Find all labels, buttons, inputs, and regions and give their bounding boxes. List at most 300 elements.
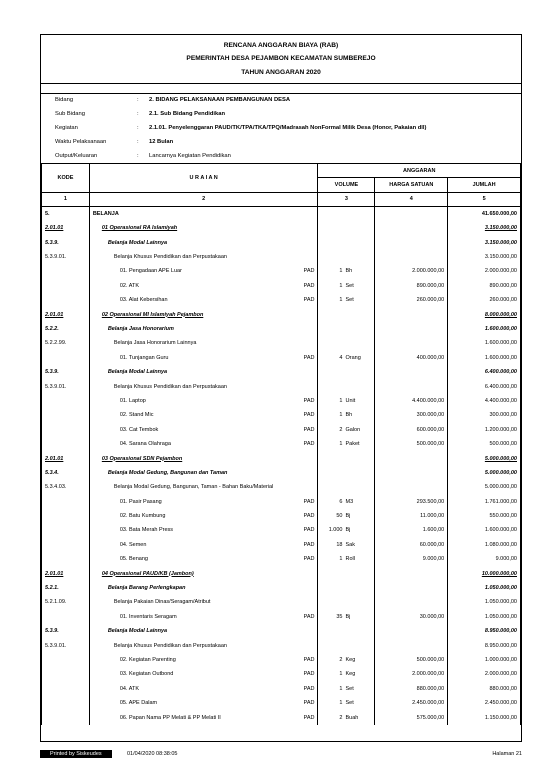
table-row [42,509,521,523]
cell-kode: 5.3.9.01. [42,638,90,652]
cell-uraian [89,423,318,437]
volume-unit: Unit [345,397,356,404]
cell-volume [318,638,375,652]
item-name: 02. Kegiatan Parenting [119,656,176,663]
cell-uraian [89,279,318,293]
table-row [42,221,521,235]
cell-volume [318,595,375,609]
cell-kode: 5. [42,207,90,221]
cell-harga-satuan: 11.000,00 [375,509,448,523]
item-name: 01. Pengadaan APE Luar [119,268,182,275]
cell-harga-satuan: 600.000,00 [375,423,448,437]
volume-unit: Keg [345,671,356,678]
table-row [42,538,521,552]
volume-qty: 1 [339,556,343,563]
cell-harga-satuan: 2.000.000,00 [375,667,448,681]
cell-harga-satuan: 2.450.000,00 [375,696,448,710]
cell-uraian: Belanja Pakaian Dinas/Seragam/Atribut [89,595,318,609]
table-row [42,523,521,537]
volume-unit: M3 [345,498,354,505]
info-label: Kegiatan [55,125,78,131]
cell-kode [42,610,90,624]
cell-volume [318,221,375,235]
cell-jumlah: 300.000,00 [448,408,521,422]
info-value: 2.1.01. Penyelenggaran PAUD/TK/TPA/TKA/TPQ/Madrasah NonFormal Milik Desa (Honor, Pakaian dll) [149,125,427,131]
cell-volume [318,653,375,667]
cell-harga-satuan: 575.000,00 [375,710,448,724]
cell-kode: 5.2.1. [42,581,90,595]
cell-uraian [89,394,318,408]
funding-source: PAD [303,354,315,361]
info-colon: : [137,111,139,117]
cell-volume [318,336,375,350]
cell-uraian [89,293,318,307]
cell-harga-satuan: 500.000,00 [375,437,448,451]
item-name: 01. Inventaris Seragam [119,613,177,620]
cell-kode [42,423,90,437]
cell-uraian: 04 Operasional PAUD/KB (Jambon) [89,566,318,580]
print-timestamp: 01/04/2020 08:38:05 [127,751,178,757]
cell-jumlah: 4.400.000,00 [448,394,521,408]
cell-harga-satuan: 9.000,00 [375,552,448,566]
cell-harga-satuan: 890.000,00 [375,279,448,293]
volume-unit: Buah [345,714,359,721]
cell-volume [318,509,375,523]
col-volume: VOLUME [318,178,375,192]
funding-source: PAD [303,527,315,534]
volume-unit: Bj [345,513,351,520]
table-row [42,207,521,221]
item-name: 04. Sarana Olahraga [119,441,171,448]
item-name: 03. Alat Kebersihan [119,297,168,304]
cell-jumlah: 1.600.000,00 [448,351,521,365]
cell-kode [42,552,90,566]
cell-harga-satuan [375,581,448,595]
table-row [42,408,521,422]
rab-table [41,163,521,725]
cell-uraian: Belanja Khusus Pendidikan dan Perpustakaan [89,638,318,652]
item-name: 03. Cat Tembok [119,426,159,433]
volume-qty: 2 [339,714,343,721]
cell-jumlah: 10.000.000,00 [448,566,521,580]
cell-harga-satuan [375,480,448,494]
funding-source: PAD [303,513,315,520]
funding-source: PAD [303,412,315,419]
table-row [42,351,521,365]
cell-uraian: 01 Operasional RA Islamiyah [89,221,318,235]
cell-volume [318,293,375,307]
cell-volume [318,250,375,264]
cell-volume [318,566,375,580]
cell-jumlah: 9.000,00 [448,552,521,566]
table-row [42,682,521,696]
volume-qty: 6 [339,498,343,505]
cell-volume [318,365,375,379]
table-row [42,394,521,408]
item-name: 06. Papan Nama PP Melati & PP Melati II [119,714,221,721]
cell-kode [42,264,90,278]
cell-volume [318,696,375,710]
cell-kode: 5.3.4.03. [42,480,90,494]
cell-uraian [89,538,318,552]
item-name: 05. Benang [119,556,148,563]
cell-uraian [89,523,318,537]
funding-source: PAD [303,613,315,620]
cell-volume [318,408,375,422]
info-colon: : [137,139,139,145]
funding-source: PAD [303,656,315,663]
info-label: Output/Keluaran [55,153,98,159]
cell-harga-satuan: 1.600,00 [375,523,448,537]
funding-source: PAD [303,426,315,433]
funding-source: PAD [303,268,315,275]
info-value: 12 Bulan [149,139,174,145]
cell-harga-satuan: 293.500,00 [375,494,448,508]
table-row [42,494,521,508]
cell-volume [318,710,375,724]
cell-jumlah: 3.150.000,00 [448,221,521,235]
volume-unit: Set [345,282,354,289]
cell-uraian [89,264,318,278]
cell-harga-satuan [375,365,448,379]
cell-uraian [89,667,318,681]
cell-kode: 5.2.2. [42,322,90,336]
cell-harga-satuan [375,638,448,652]
table-row [42,610,521,624]
cell-jumlah: 260.000,00 [448,293,521,307]
cell-volume [318,279,375,293]
volume-qty: 1 [339,700,343,707]
cell-kode: 5.3.9. [42,624,90,638]
volume-unit: Bj [345,613,351,620]
divider [41,83,521,84]
cell-harga-satuan [375,207,448,221]
table-row [42,581,521,595]
volume-qty: 1 [339,685,343,692]
cell-harga-satuan: 500.000,00 [375,653,448,667]
volume-qty: 1 [339,268,343,275]
table-row [42,264,521,278]
cell-jumlah: 6.400.000,00 [448,365,521,379]
info-value: 2.1. Sub Bidang Pendidikan [149,111,226,117]
funding-source: PAD [303,282,315,289]
cell-kode [42,523,90,537]
cell-kode: 5.3.4. [42,466,90,480]
cell-jumlah: 3.150.000,00 [448,235,521,249]
cell-jumlah: 8.000.000,00 [448,307,521,321]
cell-volume [318,423,375,437]
cell-uraian: Belanja Khusus Pendidikan dan Perpustakaan [89,379,318,393]
funding-source: PAD [303,297,315,304]
cell-kode [42,509,90,523]
cell-harga-satuan [375,624,448,638]
funding-source: PAD [303,556,315,563]
page-number: Halaman 21 [492,751,522,757]
cell-uraian [89,408,318,422]
table-row [42,710,521,724]
col-kode: KODE [42,164,90,193]
cell-kode: 2.01.01 [42,566,90,580]
cell-jumlah: 5.000.000,00 [448,480,521,494]
volume-unit: Set [345,297,354,304]
info-colon: : [137,125,139,131]
cell-jumlah: 6.400.000,00 [448,379,521,393]
col-harga-satuan: HARGA SATUAN [375,178,448,192]
cell-harga-satuan [375,235,448,249]
divider [41,93,521,94]
cell-jumlah: 1.050.000,00 [448,581,521,595]
cell-volume [318,264,375,278]
cell-uraian: BELANJA [89,207,318,221]
cell-harga-satuan [375,221,448,235]
doc-title: RENCANA ANGGARAN BIAYA (RAB) [223,42,339,49]
cell-uraian [89,696,318,710]
cell-jumlah: 1.761.000,00 [448,494,521,508]
cell-volume [318,624,375,638]
cell-jumlah: 500.000,00 [448,437,521,451]
cell-kode [42,538,90,552]
cell-uraian: Belanja Barang Perlengkapan [89,581,318,595]
cell-uraian [89,710,318,724]
volume-unit: Roll [345,556,355,563]
table-row [42,437,521,451]
cell-harga-satuan: 300.000,00 [375,408,448,422]
item-name: 04. ATK [119,685,139,692]
doc-year: TAHUN ANGGARAN 2020 [241,69,321,76]
table-row [42,566,521,580]
table-row [42,638,521,652]
table-row [42,451,521,465]
col-jumlah: JUMLAH [448,178,521,192]
item-name: 01. Pasir Pasang [119,498,162,505]
cell-kode [42,351,90,365]
cell-uraian: Belanja Jasa Honorarium Lainnya [89,336,318,350]
cell-kode: 5.3.9.01. [42,250,90,264]
cell-uraian [89,437,318,451]
col-number: 5 [448,192,521,206]
item-name: 02. ATK [119,282,139,289]
info-label: Bidang [55,97,74,103]
cell-kode: 2.01.01 [42,221,90,235]
cell-harga-satuan [375,336,448,350]
col-number: 2 [89,192,318,206]
printed-by-badge: Printed by Siskeudes [40,750,112,758]
volume-unit: Orang [345,354,361,361]
volume-unit: Set [345,685,354,692]
volume-qty: 1 [339,297,343,304]
info-colon: : [137,153,139,159]
funding-source: PAD [303,498,315,505]
cell-kode: 5.2.2.99. [42,336,90,350]
cell-uraian [89,552,318,566]
cell-volume [318,610,375,624]
funding-source: PAD [303,671,315,678]
cell-jumlah: 1.150.000,00 [448,710,521,724]
cell-uraian: Belanja Modal Lainnya [89,235,318,249]
item-name: 03. Kegiatan Outbond [119,671,174,678]
cell-jumlah: 5.000.000,00 [448,451,521,465]
volume-unit: Paket [345,441,360,448]
cell-volume [318,538,375,552]
cell-harga-satuan: 880.000,00 [375,682,448,696]
cell-kode [42,667,90,681]
table-row [42,696,521,710]
cell-harga-satuan [375,322,448,336]
cell-volume [318,235,375,249]
page-footer [40,750,522,760]
volume-qty: 2 [339,656,343,663]
info-value: Lancarnya Kegiatan Pendidikan [149,153,231,159]
item-name: 02. Batu Kumbung [119,513,166,520]
cell-jumlah: 2.000.000,00 [448,264,521,278]
cell-harga-satuan [375,595,448,609]
volume-qty: 35 [336,613,343,620]
table-row [42,423,521,437]
cell-harga-satuan: 2.000.000,00 [375,264,448,278]
cell-volume [318,523,375,537]
cell-uraian [89,351,318,365]
table-row [42,235,521,249]
volume-qty: 2 [339,426,343,433]
table-row [42,466,521,480]
cell-harga-satuan [375,466,448,480]
cell-volume [318,466,375,480]
table-row [42,595,521,609]
cell-harga-satuan [375,379,448,393]
volume-unit: Bh [345,268,353,275]
volume-qty: 1.000 [328,527,343,534]
cell-volume [318,437,375,451]
funding-source: PAD [303,714,315,721]
cell-kode: 5.2.1.09. [42,595,90,609]
col-number: 3 [318,192,375,206]
info-value: 2. BIDANG PELAKSANAAN PEMBANGUNAN DESA [149,97,291,103]
cell-jumlah: 1.080.000,00 [448,538,521,552]
cell-jumlah: 8.950.000,00 [448,624,521,638]
col-number: 1 [42,192,90,206]
cell-harga-satuan: 60.000,00 [375,538,448,552]
cell-jumlah: 1.050.000,00 [448,595,521,609]
table-row [42,250,521,264]
document-frame [40,34,522,742]
cell-volume [318,480,375,494]
table-row [42,379,521,393]
cell-harga-satuan [375,307,448,321]
item-name: 01. Laptop [119,397,146,404]
cell-uraian [89,509,318,523]
table-row [42,293,521,307]
volume-qty: 50 [336,513,343,520]
volume-qty: 1 [339,282,343,289]
funding-source: PAD [303,441,315,448]
funding-source: PAD [303,700,315,707]
col-uraian: U R A I A N [89,164,318,193]
col-number: 4 [375,192,448,206]
cell-kode [42,437,90,451]
volume-qty: 1 [339,412,343,419]
cell-volume [318,307,375,321]
cell-jumlah: 550.000,00 [448,509,521,523]
volume-unit: Set [345,700,354,707]
table-row [42,322,521,336]
table-row [42,653,521,667]
cell-volume [318,581,375,595]
cell-jumlah: 880.000,00 [448,682,521,696]
cell-uraian [89,610,318,624]
cell-jumlah: 3.150.000,00 [448,250,521,264]
cell-kode [42,394,90,408]
info-label: Waktu Pelaksanaan [55,139,107,145]
cell-harga-satuan: 400.000,00 [375,351,448,365]
cell-volume [318,667,375,681]
cell-kode: 5.3.9.01. [42,379,90,393]
volume-qty: 1 [339,441,343,448]
table-row [42,624,521,638]
cell-volume [318,351,375,365]
cell-kode: 2.01.01 [42,451,90,465]
volume-unit: Sak [345,541,355,548]
cell-kode [42,653,90,667]
cell-volume [318,552,375,566]
cell-kode [42,682,90,696]
item-name: 05. APE Dalam [119,700,158,707]
volume-qty: 18 [336,541,343,548]
cell-harga-satuan [375,566,448,580]
table-row [42,365,521,379]
info-label: Sub Bidang [55,111,85,117]
item-name: 04. Semen [119,541,147,548]
cell-volume [318,682,375,696]
cell-volume [318,207,375,221]
volume-qty: 1 [339,671,343,678]
funding-source: PAD [303,541,315,548]
cell-kode [42,710,90,724]
cell-kode [42,408,90,422]
cell-harga-satuan [375,250,448,264]
cell-kode [42,494,90,508]
volume-unit: Bh [345,412,353,419]
cell-jumlah: 890.000,00 [448,279,521,293]
cell-volume [318,394,375,408]
cell-kode: 5.3.9. [42,235,90,249]
cell-kode [42,696,90,710]
cell-jumlah: 2.000.000,00 [448,667,521,681]
cell-uraian: Belanja Khusus Pendidikan dan Perpustakaan [89,250,318,264]
item-name: 02. Stand Mic [119,412,154,419]
item-name: 01. Tunjangan Guru [119,354,169,361]
cell-uraian [89,682,318,696]
cell-kode: 2.01.01 [42,307,90,321]
table-row [42,279,521,293]
table-row [42,667,521,681]
cell-kode [42,279,90,293]
funding-source: PAD [303,397,315,404]
table-row [42,552,521,566]
cell-jumlah: 2.450.000,00 [448,696,521,710]
cell-jumlah: 1.050.000,00 [448,610,521,624]
cell-kode: 5.3.9. [42,365,90,379]
volume-qty: 1 [339,397,343,404]
volume-qty: 4 [339,354,343,361]
cell-uraian: 03 Operasional SDN Pejambon [89,451,318,465]
cell-volume [318,451,375,465]
cell-uraian [89,653,318,667]
funding-source: PAD [303,685,315,692]
cell-uraian [89,494,318,508]
doc-subtitle: PEMERINTAH DESA PEJAMBON KECAMATAN SUMBEREJO [186,55,376,62]
cell-uraian: Belanja Modal Lainnya [89,365,318,379]
cell-volume [318,322,375,336]
